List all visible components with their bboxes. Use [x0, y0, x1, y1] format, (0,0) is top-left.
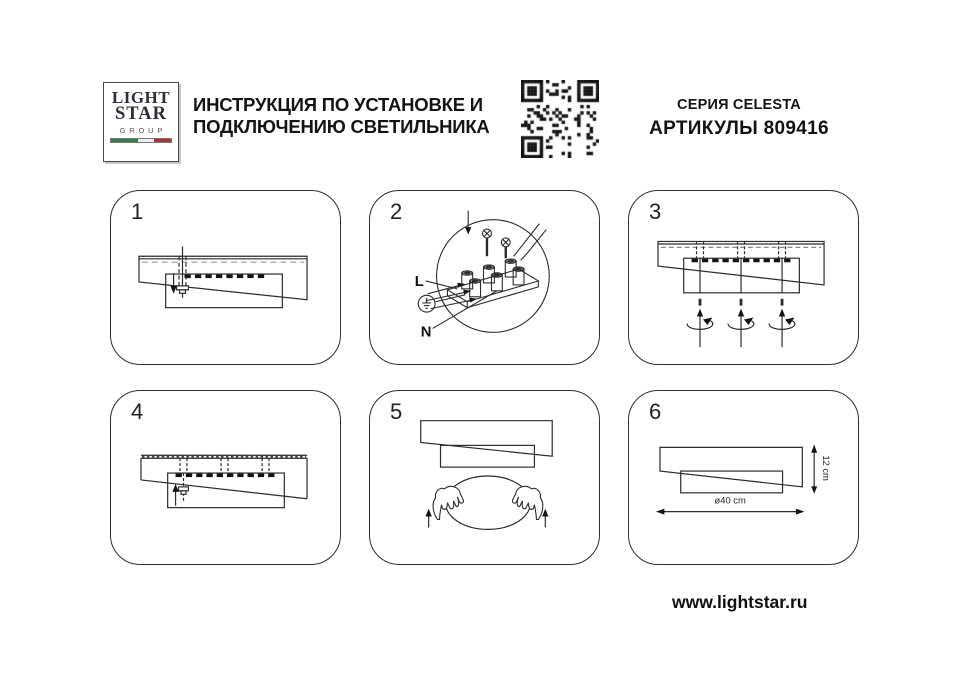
diameter-dim-label: ø40 cm — [714, 494, 746, 506]
mains-cable — [514, 224, 547, 261]
logo-word-group: GROUP — [119, 125, 167, 135]
up-arrow-icon — [542, 509, 548, 528]
step-6-illustration — [629, 391, 858, 564]
screw-and-rotation — [728, 241, 754, 347]
canopy-plate — [141, 458, 307, 499]
clip-teeth — [176, 474, 275, 478]
flag-white-stripe — [138, 139, 154, 142]
screw-icon — [179, 473, 189, 502]
up-arrow-icon — [425, 509, 431, 528]
flag-red-stripe — [154, 139, 171, 142]
step-2-illustration — [370, 191, 599, 364]
step-panel-5 — [369, 390, 600, 565]
step-4-illustration — [111, 391, 340, 564]
lightstar-logo — [103, 82, 179, 162]
live-label: L — [414, 273, 424, 290]
down-arrow-icon — [170, 274, 176, 294]
ceiling-line — [141, 455, 307, 458]
step-panel-1 — [110, 190, 341, 365]
hidden-screws — [180, 458, 269, 473]
step-5-illustration — [370, 391, 599, 564]
diameter-dimension — [656, 509, 804, 515]
title-line-2: ПОДКЛЮЧЕНИЮ СВЕТИЛЬНИКА — [193, 116, 490, 138]
up-arrow-icon — [172, 484, 178, 506]
step-panel-2 — [369, 190, 600, 365]
series-label: СЕРИЯ CELESTA — [677, 97, 801, 113]
step-number: 5 — [390, 399, 403, 424]
page-title — [193, 94, 513, 138]
height-dim-label: 12 cm — [821, 455, 833, 481]
clip-teeth — [184, 275, 264, 279]
leader-neutral — [433, 291, 497, 329]
title-line-1: ИНСТРУКЦИЯ ПО УСТАНОВКЕ И — [193, 94, 483, 115]
qr-code — [521, 80, 599, 158]
logo-word-star: STAR — [115, 103, 167, 124]
screw-icon — [483, 229, 492, 256]
website-url: www.lightstar.ru — [672, 592, 808, 612]
screw-and-rotation — [687, 241, 713, 347]
hand-right-icon — [512, 486, 542, 519]
step-3-illustration — [629, 191, 858, 364]
italian-flag-icon — [110, 138, 172, 143]
step-panel-6 — [628, 390, 859, 565]
step-number: 1 — [131, 199, 144, 224]
logo-word-light: LIGHT — [111, 88, 171, 107]
screw-icon — [177, 246, 189, 297]
neutral-label: N — [420, 324, 432, 341]
zoom-circle — [437, 220, 550, 333]
height-dimension — [811, 444, 817, 493]
step-number: 2 — [390, 199, 403, 224]
step-number: 4 — [131, 399, 144, 424]
down-arrow-icon — [465, 211, 471, 235]
step-panel-4 — [110, 390, 341, 565]
fixture-base — [441, 445, 535, 467]
article-number: АРТИКУЛЫ 809416 — [649, 118, 829, 139]
series-block — [629, 97, 849, 140]
step-1-illustration — [111, 191, 340, 364]
hand-left-icon — [433, 486, 463, 519]
fixture-base — [681, 471, 783, 493]
step-number: 6 — [649, 399, 662, 424]
earth-icon — [418, 295, 435, 312]
screw-icon — [501, 238, 510, 258]
step-panel-3 — [628, 190, 859, 365]
leader-live — [426, 281, 458, 289]
screw-and-rotation — [769, 241, 795, 347]
step-number: 3 — [649, 199, 662, 224]
flag-green-stripe — [111, 139, 138, 142]
